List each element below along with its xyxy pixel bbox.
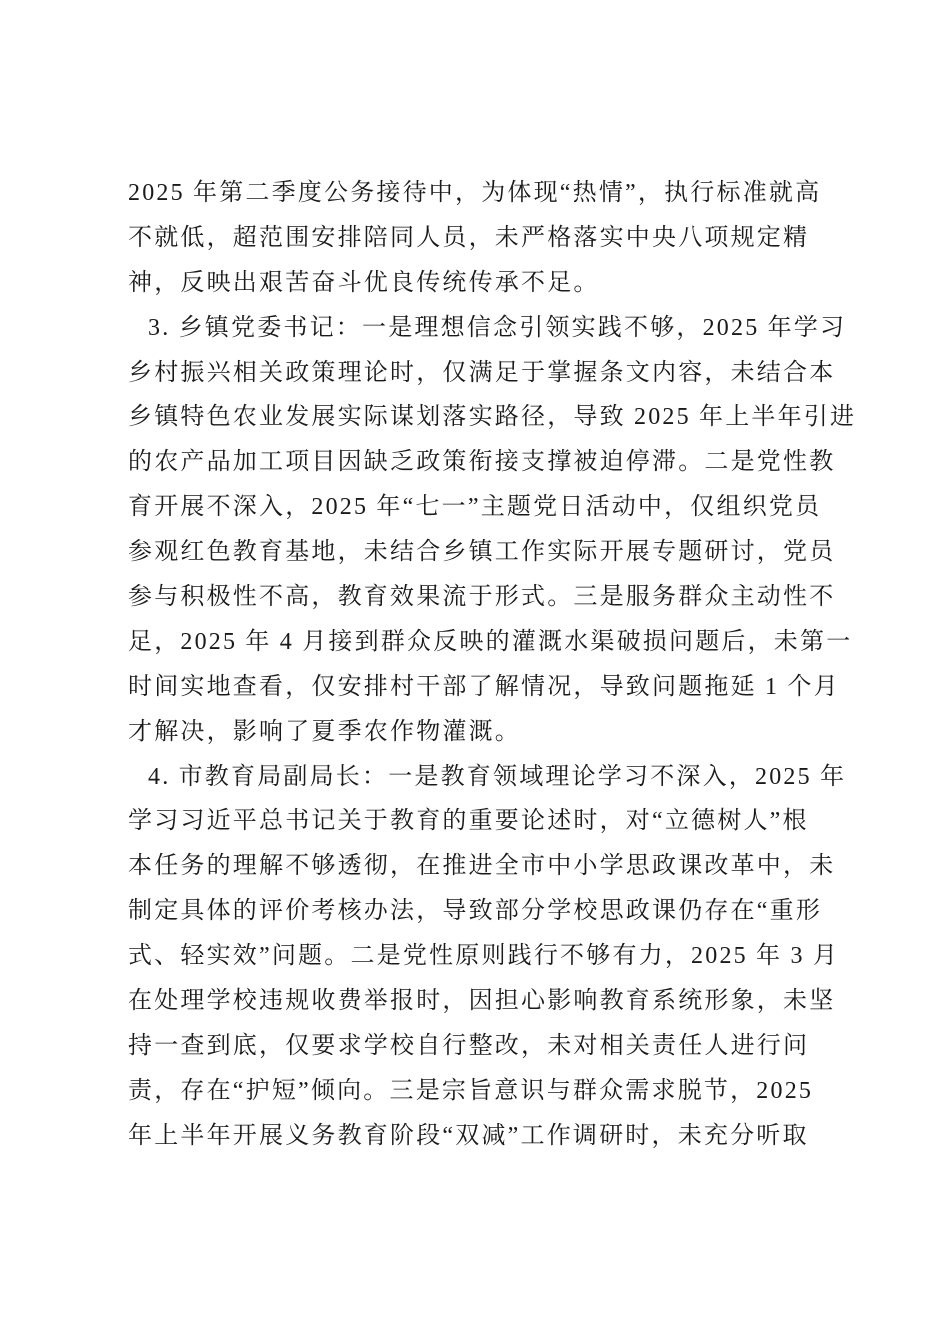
text-line: 年上半年开展义务教育阶段“双减”工作调研时，未充分听取 [128,1122,809,1149]
text-line: 2025 年第二季度公务接待中，为体现“热情”，执行标准就高 [128,180,822,206]
text-line: 神，反映出艰苦奋斗优良传统传承不足。 [128,269,600,296]
text-line: 学习习近平总书记关于教育的重要论述时，对“立德树人”根 [128,808,809,835]
document-page [128,171,857,1159]
text-line: 乡镇特色农业发展实际谋划落实路径，导致 2025 年上半年引进 [128,404,857,431]
text-line: 时间实地查看，仅安排村干部了解情况，导致问题拖延 1 个月 [128,673,840,700]
text-line: 参观红色教育基地，未结合乡镇工作实际开展专题研讨，党员 [128,539,836,566]
text-line: 持一查到底，仅要求学校自行整改，未对相关责任人进行问 [128,1032,810,1059]
text-line: 本任务的理解不够透彻，在推进全市中小学思政课改革中，未 [128,853,836,880]
text-line: 参与积极性不高，教育效果流于形式。三是服务群众主动性不 [128,584,836,611]
text-line: 制定具体的评价考核办法，导致部分学校思政课仍存在“重形 [128,898,823,925]
text-line: 式、轻实效”问题。二是党性原则践行不够有力，2025 年 3 月 [128,943,840,970]
text-line: 不就低，超范围安排陪同人员，未严格落实中央八项规定精 [128,224,810,251]
paragraph-heading-4: 4. 市教育局副局长：一是教育领域理论学习不深入，2025 年 [148,763,847,790]
text-line: 在处理学校违规收费举报时，因担心影响教育系统形象，未坚 [128,988,836,1015]
text-line: 责，存在“护短”倾向。三是宗旨意识与群众需求脱节，2025 [128,1077,814,1104]
text-line: 才解决，影响了夏季农作物灌溉。 [128,718,521,745]
text-line: 足，2025 年 4 月接到群众反映的灌溉水渠破损问题后，未第一 [128,628,853,655]
text-line: 乡村振兴相关政策理论时，仅满足于掌握条文内容，未结合本 [128,359,836,386]
paragraph-heading-3: 3. 乡镇党委书记：一是理想信念引领实践不够，2025 年学习 [148,314,847,341]
text-line: 育开展不深入，2025 年“七一”主题党日活动中，仅组织党员 [128,494,822,521]
text-line: 的农产品加工项目因缺乏政策衔接支撑被迫停滞。二是党性教 [128,449,836,476]
